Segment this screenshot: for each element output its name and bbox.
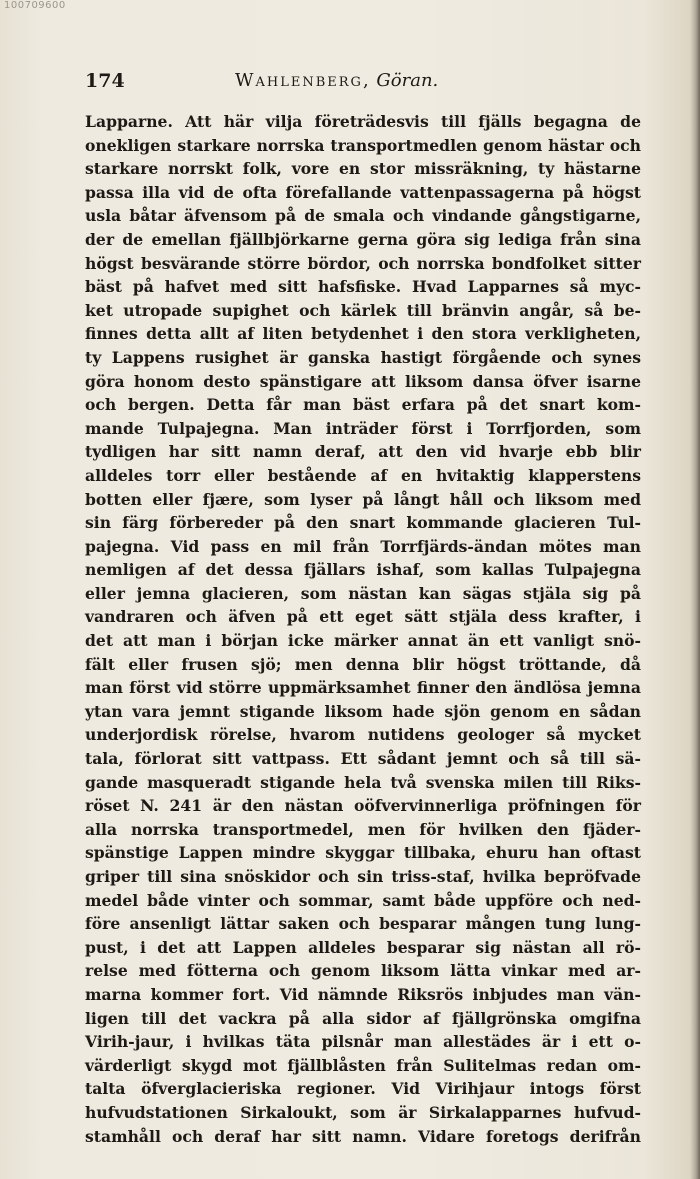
text-line: det att man i början icke märker annat än ett vanligt snö- [85, 631, 641, 651]
text-line: der de emellan fjällbjörkarne gerna göra sig lediga från sina [85, 229, 641, 249]
text-line: tydligen har sitt namn deraf, att den vid hvarje ebb blir [85, 442, 641, 462]
text-line: alldeles torr eller bestående af en hvitaktig klapperstens [85, 465, 641, 485]
page-edge-shadow [690, 0, 700, 1179]
text-line: sin färg förbereder på den snart kommande glacieren Tul- [85, 513, 641, 533]
text-line: nemligen af det dessa fjällars ishaf, som kallas Tulpajegna [85, 560, 641, 580]
text-line: röset N. 241 är den nästan oöfvervinnerliga pröfningen för [85, 796, 641, 816]
text-line: vandraren och äfven på ett eget sätt stjäla dess krafter, i [85, 607, 641, 627]
text-line: högst besvärande större bördor, och norrska bondfolket sitter [85, 253, 641, 273]
text-line: ty Lappens rusighet är ganska hastigt förgående och synes [85, 347, 641, 367]
running-head-given-name: Göran. [376, 70, 439, 91]
text-line: ket utropade supighet och kärlek till bränvin angår, så be- [85, 300, 641, 320]
text-line: tala, förlorat sitt vattpass. Ett sådant jemnt och så till sä- [85, 749, 641, 769]
text-line: pajegna. Vid pass en mil från Torrfjärds-ändan mötes man [85, 536, 641, 556]
text-line: talta öfverglacieriska regioner. Vid Virihjaur intogs först [85, 1079, 641, 1099]
text-line: usla båtar äfvensom på de smala och vindande gångstigarne, [85, 206, 641, 226]
text-line: hufvudstationen Sirkaloukt, som är Sirkalapparnes hufvud- [85, 1102, 641, 1122]
text-line: stamhåll och deraf har sitt namn. Vidare foretogs derifrån [85, 1126, 641, 1146]
text-line: spänstige Lappen mindre skyggar tillbaka, ehuru han oftast [85, 843, 641, 863]
text-line: pust, i det att Lappen alldeles besparar sig nästan all rö- [85, 937, 641, 957]
text-line: gande masqueradt stigande hela två svenska milen till Riks- [85, 772, 641, 792]
running-head-surname: Wahlenberg, [235, 70, 371, 91]
text-line: alla norrska transportmedel, men för hvilken den fjäder- [85, 819, 641, 839]
text-line: griper till sina snöskidor och sin triss-staf, hvilka bepröfvade [85, 867, 641, 886]
text-line: före ansenligt lättar saken och besparar mången tung lung- [85, 914, 641, 934]
text-line: relse med fötterna och genom liksom lätta vinkar med ar- [85, 961, 641, 981]
text-line: man först vid större uppmärksamhet finner den ändlösa jemna [85, 678, 641, 698]
text-line: fält eller frusen sjö; men denna blir högst tröttande, då [85, 654, 641, 674]
text-line: underjordisk rörelse, hvarom nutidens geologer så mycket [85, 725, 641, 745]
text-line: botten eller fjære, som lyser på långt håll och liksom med [85, 489, 641, 509]
text-line: bäst på hafvet med sitt hafsfiske. Hvad Lapparnes så myc- [85, 277, 641, 297]
text-line: Virih-jaur, i hvilkas täta pilsnår man allestädes är i ett o- [85, 1032, 641, 1052]
body-text [85, 110, 641, 1148]
text-line: starkare norrskt folk, vore en stor missräkning, ty hästarne [85, 159, 641, 179]
text-line: finnes detta allt af liten betydenhet i den stora verkligheten, [85, 324, 641, 344]
text-line: eller jemna glacieren, som nästan kan sägas stjäla sig på [85, 583, 641, 603]
page-header [85, 70, 605, 100]
text-line: värderligt skygd mot fjällblåsten från Sulitelmas redan om- [85, 1055, 641, 1075]
text-line: medel både vinter och sommar, samt både uppföre och ned- [85, 890, 641, 910]
scan-identifier: 100709600 [4, 0, 66, 11]
text-line: ytan vara jemnt stigande liksom hade sjön genom en sådan [85, 701, 641, 721]
text-line: passa illa vid de ofta förefallande vattenpassagerna på högst [85, 182, 641, 202]
text-line: mande Tulpajegna. Man inträder först i Torrfjorden, som [85, 418, 641, 438]
text-line: Lapparne. Att här vilja företrädesvis till fjälls begagna de [85, 112, 641, 131]
text-line: ligen till det vackra på alla sidor af fjällgrönska omgifna [85, 1008, 641, 1028]
text-line: göra honom desto spänstigare att liksom dansa öfver isarne [85, 371, 641, 391]
running-head [235, 70, 438, 91]
text-line: och bergen. Detta får man bäst erfara på det snart kom- [85, 395, 641, 415]
text-line: marna kommer fort. Vid nämnde Riksrös inbjudes man vän- [85, 984, 641, 1004]
page-number: 174 [85, 70, 125, 92]
text-line: onekligen starkare norrska transportmedlen genom hästar och [85, 135, 641, 155]
